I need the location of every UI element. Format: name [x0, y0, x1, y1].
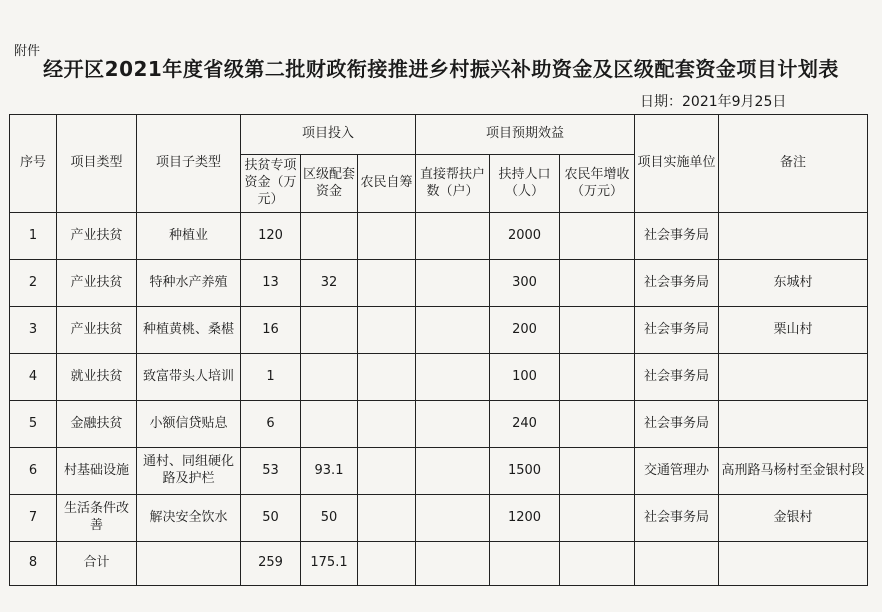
cell-seq: 4 [10, 354, 57, 401]
cell-district-fund: 32 [301, 260, 358, 307]
header-subtype: 项目子类型 [137, 115, 241, 213]
cell-district-fund: 175.1 [301, 542, 358, 586]
cell-type: 产业扶贫 [57, 213, 137, 260]
cell-households [416, 260, 490, 307]
cell-unit: 交通管理办 [635, 448, 719, 495]
cell-type: 就业扶贫 [57, 354, 137, 401]
cell-people: 300 [490, 260, 560, 307]
cell-remark [719, 213, 868, 260]
cell-households [416, 354, 490, 401]
cell-subtype: 解决安全饮水 [137, 495, 241, 542]
header-supported-people: 扶持人口（人） [490, 155, 560, 213]
header-district-fund: 区级配套资金 [301, 155, 358, 213]
cell-people: 2000 [490, 213, 560, 260]
cell-income [560, 307, 635, 354]
cell-self-fund [358, 213, 416, 260]
cell-seq: 2 [10, 260, 57, 307]
cell-seq: 5 [10, 401, 57, 448]
table-row [10, 260, 868, 307]
cell-subtype: 种植业 [137, 213, 241, 260]
cell-poverty-fund: 259 [241, 542, 301, 586]
cell-poverty-fund: 50 [241, 495, 301, 542]
cell-income [560, 354, 635, 401]
header-type: 项目类型 [57, 115, 137, 213]
table-row [10, 495, 868, 542]
cell-type: 金融扶贫 [57, 401, 137, 448]
cell-seq: 6 [10, 448, 57, 495]
cell-seq: 7 [10, 495, 57, 542]
header-income-increase: 农民年增收（万元） [560, 155, 635, 213]
cell-remark: 东城村 [719, 260, 868, 307]
cell-households [416, 542, 490, 586]
cell-self-fund [358, 401, 416, 448]
cell-households [416, 495, 490, 542]
cell-people: 200 [490, 307, 560, 354]
header-seq: 序号 [10, 115, 57, 213]
table-row [10, 401, 868, 448]
table-row [10, 354, 868, 401]
cell-income [560, 495, 635, 542]
cell-people: 100 [490, 354, 560, 401]
cell-type: 合计 [57, 542, 137, 586]
cell-self-fund [358, 495, 416, 542]
cell-subtype: 特种水产养殖 [137, 260, 241, 307]
cell-unit: 社会事务局 [635, 213, 719, 260]
cell-poverty-fund: 1 [241, 354, 301, 401]
cell-unit: 社会事务局 [635, 495, 719, 542]
date-label: 日期：2021年9月25日 [640, 94, 787, 110]
cell-district-fund [301, 213, 358, 260]
attachment-label: 附件 [14, 44, 41, 59]
cell-unit [635, 542, 719, 586]
cell-district-fund [301, 401, 358, 448]
cell-remark: 金银村 [719, 495, 868, 542]
cell-people: 240 [490, 401, 560, 448]
cell-subtype: 致富带头人培训 [137, 354, 241, 401]
cell-type: 村基础设施 [57, 448, 137, 495]
cell-seq: 1 [10, 213, 57, 260]
cell-type: 产业扶贫 [57, 307, 137, 354]
header-investment: 项目投入 [241, 115, 416, 155]
cell-remark [719, 542, 868, 586]
cell-people: 1200 [490, 495, 560, 542]
cell-poverty-fund: 16 [241, 307, 301, 354]
table-row [10, 213, 868, 260]
cell-district-fund [301, 354, 358, 401]
cell-households [416, 213, 490, 260]
cell-district-fund [301, 307, 358, 354]
cell-district-fund: 93.1 [301, 448, 358, 495]
cell-unit: 社会事务局 [635, 260, 719, 307]
header-poverty-fund: 扶贫专项资金（万元） [241, 155, 301, 213]
cell-self-fund [358, 307, 416, 354]
cell-households [416, 307, 490, 354]
cell-self-fund [358, 354, 416, 401]
cell-poverty-fund: 6 [241, 401, 301, 448]
cell-unit: 社会事务局 [635, 401, 719, 448]
cell-subtype: 通村、同组硬化路及护栏 [137, 448, 241, 495]
cell-self-fund [358, 542, 416, 586]
cell-type: 产业扶贫 [57, 260, 137, 307]
cell-households [416, 401, 490, 448]
cell-remark: 高刑路马杨村至金银村段 [719, 448, 868, 495]
cell-remark [719, 401, 868, 448]
cell-poverty-fund: 53 [241, 448, 301, 495]
cell-subtype [137, 542, 241, 586]
cell-unit: 社会事务局 [635, 307, 719, 354]
cell-income [560, 448, 635, 495]
table-row [10, 448, 868, 495]
cell-poverty-fund: 120 [241, 213, 301, 260]
cell-self-fund [358, 260, 416, 307]
cell-seq: 8 [10, 542, 57, 586]
cell-subtype: 种植黄桃、桑椹 [137, 307, 241, 354]
cell-income [560, 213, 635, 260]
page-title: 经开区2021年度省级第二批财政衔接推进乡村振兴补助资金及区级配套资金项目计划表 [43, 57, 839, 81]
cell-seq: 3 [10, 307, 57, 354]
cell-income [560, 260, 635, 307]
cell-poverty-fund: 13 [241, 260, 301, 307]
cell-remark [719, 354, 868, 401]
cell-subtype: 小额信贷贴息 [137, 401, 241, 448]
cell-self-fund [358, 448, 416, 495]
header-self-fund: 农民自筹 [358, 155, 416, 213]
table-row [10, 307, 868, 354]
cell-people [490, 542, 560, 586]
project-plan-table [9, 114, 868, 586]
cell-people: 1500 [490, 448, 560, 495]
cell-remark: 栗山村 [719, 307, 868, 354]
header-remark: 备注 [719, 115, 868, 213]
cell-type: 生活条件改善 [57, 495, 137, 542]
cell-income [560, 542, 635, 586]
header-unit: 项目实施单位 [635, 115, 719, 213]
cell-district-fund: 50 [301, 495, 358, 542]
cell-households [416, 448, 490, 495]
header-direct-households: 直接帮扶户数（户） [416, 155, 490, 213]
cell-unit: 社会事务局 [635, 354, 719, 401]
header-benefit: 项目预期效益 [416, 115, 635, 155]
total-row [10, 542, 868, 586]
cell-income [560, 401, 635, 448]
